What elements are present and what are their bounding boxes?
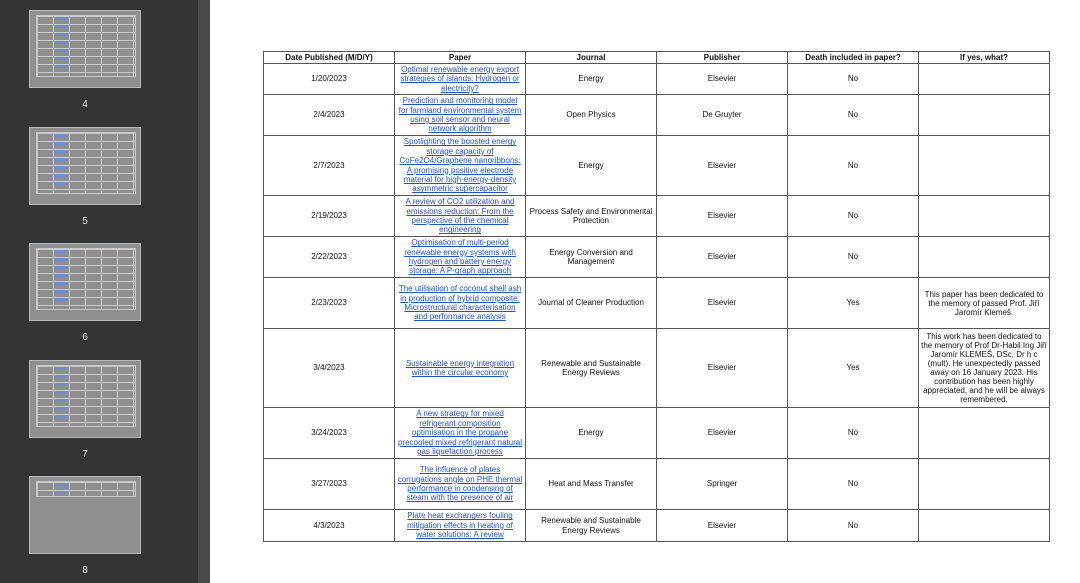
death-cell: No — [788, 459, 919, 510]
date-cell: 2/7/2023 — [264, 136, 395, 196]
publisher-cell: Elsevier — [657, 408, 788, 459]
publisher-cell: Elsevier — [657, 237, 788, 278]
thumbnail-page-number: 4 — [82, 99, 88, 110]
paper-link[interactable]: Spotlighting the boosted energy storage capacity of CoFe2O4/Graphene nanoribbons: A promising positive electrode material for high-energy-density asymmetric supercapacitor — [399, 137, 521, 194]
thumbnail-page-number: 7 — [82, 449, 88, 460]
thumbnail-image — [29, 10, 141, 88]
paper-link[interactable]: The influence of plates corrugations angle on PHE thermal performance in condensing of steam with the presence of air — [397, 465, 523, 503]
what-cell: This paper has been dedicated to the memory of passed Prof. Jiří Jaromír Klemeš. — [919, 278, 1050, 329]
date-cell: 3/4/2023 — [264, 329, 395, 408]
journal-cell: Renewable and Sustainable Energy Reviews — [526, 329, 657, 408]
death-cell: No — [788, 64, 919, 95]
journal-cell: Energy — [526, 408, 657, 459]
table-row — [264, 510, 1050, 542]
publisher-cell: De Gruyter — [657, 95, 788, 136]
what-cell — [919, 459, 1050, 510]
papers-table — [263, 51, 1050, 542]
date-cell: 1/20/2023 — [264, 64, 395, 95]
publisher-cell: Elsevier — [657, 64, 788, 95]
publisher-cell: Springer — [657, 459, 788, 510]
header-what: If yes, what? — [919, 52, 1050, 64]
header-paper: Paper — [395, 52, 526, 64]
death-cell: No — [788, 237, 919, 278]
paper-cell — [395, 510, 526, 542]
page-thumbnail-4[interactable] — [29, 10, 141, 110]
death-cell: No — [788, 408, 919, 459]
paper-cell — [395, 408, 526, 459]
page-thumbnail-8[interactable] — [29, 476, 141, 576]
journal-cell: Energy — [526, 136, 657, 196]
paper-link[interactable]: Sustainable energy integration within the circular economy — [405, 358, 515, 377]
date-cell: 2/22/2023 — [264, 237, 395, 278]
table-row — [264, 196, 1050, 237]
paper-cell — [395, 196, 526, 237]
table-row — [264, 237, 1050, 278]
journal-cell: Open Physics — [526, 95, 657, 136]
paper-link[interactable]: Prediction and monitoring model for farmland environmental system using soil sensor and neural network algorithm — [398, 96, 522, 134]
publisher-cell: Elsevier — [657, 196, 788, 237]
paper-link[interactable]: A new strategy for mixed refrigerant composition optimisation in the propane precooled mixed refrigerant natural gas liquefaction process — [397, 409, 523, 457]
journal-cell: Heat and Mass Transfer — [526, 459, 657, 510]
death-cell: Yes — [788, 278, 919, 329]
thumbnail-image — [29, 476, 141, 554]
date-cell: 2/19/2023 — [264, 196, 395, 237]
what-cell — [919, 408, 1050, 459]
thumbnail-image — [29, 243, 141, 321]
table-row — [264, 278, 1050, 329]
header-journal: Journal — [526, 52, 657, 64]
table-row — [264, 408, 1050, 459]
header-publisher: Publisher — [657, 52, 788, 64]
what-cell — [919, 64, 1050, 95]
death-cell: Yes — [788, 329, 919, 408]
thumbnail-page-number: 8 — [82, 565, 88, 576]
paper-link[interactable]: A review of CO2 utilization and emissions reduction: From the perspective of the chemical engineering — [405, 197, 515, 235]
date-cell: 3/24/2023 — [264, 408, 395, 459]
paper-cell — [395, 136, 526, 196]
paper-cell — [395, 64, 526, 95]
publisher-cell: Elsevier — [657, 329, 788, 408]
journal-cell: Renewable and Sustainable Energy Reviews — [526, 510, 657, 542]
death-cell: No — [788, 196, 919, 237]
publisher-cell: Elsevier — [657, 278, 788, 329]
paper-cell — [395, 237, 526, 278]
paper-link[interactable]: The utilisation of coconut shell ash in production of hybrid composite: Microstructural characterisation and performance analysis — [398, 284, 522, 322]
journal-cell: Energy — [526, 64, 657, 95]
table-row — [264, 329, 1050, 408]
paper-cell — [395, 329, 526, 408]
date-cell: 3/27/2023 — [264, 459, 395, 510]
thumbnail-image — [29, 127, 141, 205]
what-cell — [919, 510, 1050, 542]
paper-link[interactable]: Optimisation of multi-period renewable energy systems with hydrogen and battery energy storage: A P-graph approach — [404, 238, 516, 276]
publisher-cell: Elsevier — [657, 136, 788, 196]
date-cell: 4/3/2023 — [264, 510, 395, 542]
paper-link[interactable]: Plate heat exchangers fouling mitigation effects in heating of water solutions: A review — [407, 511, 513, 540]
table-row — [264, 64, 1050, 95]
table-row — [264, 95, 1050, 136]
publisher-cell: Elsevier — [657, 510, 788, 542]
page-thumbnail-5[interactable] — [29, 127, 141, 227]
death-cell: No — [788, 136, 919, 196]
thumbnail-page-number: 6 — [82, 332, 88, 343]
sidebar-scrollbar[interactable] — [198, 0, 210, 583]
what-cell: This work has been dedicated to the memory of Prof Dr-Habil Ing Jiří Jaromír KLEMEŠ, DSc, Dr h c (mult). He unexpectedly passed away on 16 January 2023. His contribution has been highly appreciated, and he will be always remembered. — [919, 329, 1050, 408]
what-cell — [919, 237, 1050, 278]
journal-cell: Journal of Cleaner Production — [526, 278, 657, 329]
date-cell: 2/23/2023 — [264, 278, 395, 329]
page-thumbnail-7[interactable] — [29, 360, 141, 460]
what-cell — [919, 95, 1050, 136]
header-date: Date Published (M/D/Y) — [264, 52, 395, 64]
death-cell: No — [788, 95, 919, 136]
date-cell: 2/4/2023 — [264, 95, 395, 136]
what-cell — [919, 136, 1050, 196]
thumbnail-image — [29, 360, 141, 438]
page-thumbnail-6[interactable] — [29, 243, 141, 343]
paper-link[interactable]: Optimal renewable energy export strategies of islands: Hydrogen or electricity? — [400, 64, 520, 93]
page-thumbnail-sidebar — [0, 0, 210, 583]
header-death: Death included in paper? — [788, 52, 919, 64]
table-row — [264, 136, 1050, 196]
paper-cell — [395, 459, 526, 510]
paper-cell — [395, 95, 526, 136]
what-cell — [919, 196, 1050, 237]
paper-cell — [395, 278, 526, 329]
death-cell: No — [788, 510, 919, 542]
journal-cell: Energy Conversion and Management — [526, 237, 657, 278]
table-row — [264, 459, 1050, 510]
thumbnail-page-number: 5 — [82, 216, 88, 227]
table-header-row — [264, 52, 1050, 64]
journal-cell: Process Safety and Environmental Protection — [526, 196, 657, 237]
